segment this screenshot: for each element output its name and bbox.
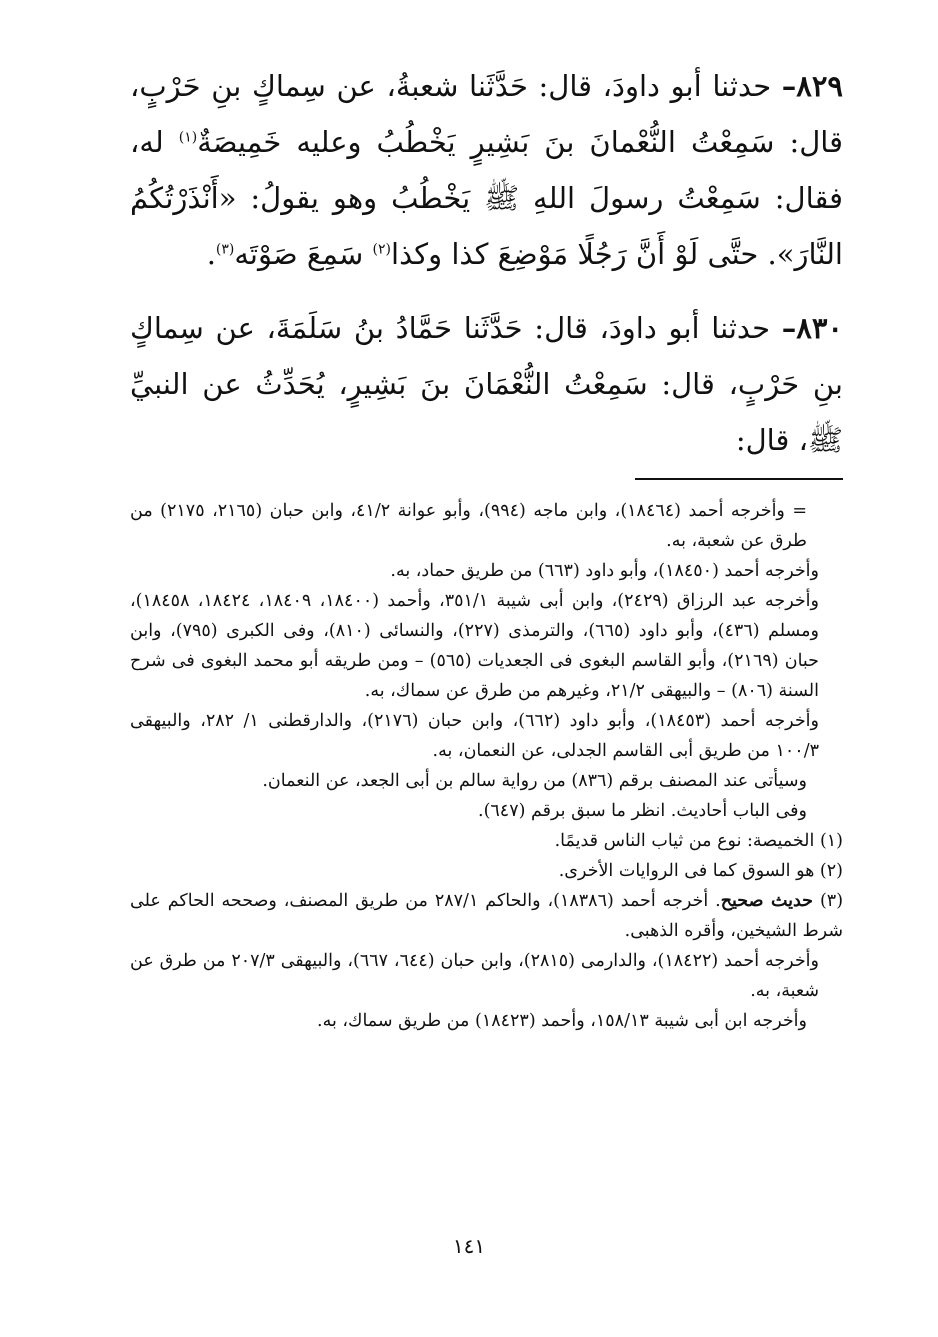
footnote-1: (١) الخميصة: نوع من ثياب الناس قديمًا.	[554, 831, 843, 851]
hadith-text: حدثنا أبو داودَ، قال: حَدَّثَنا حَمَّادُ بنُ سَلَمَةَ، عن سِماكٍ بنِ حَرْبٍ، قال: سَمِعْتُ النُّعْمَانَ بنَ بَشِيرٍ، يُحَدِّثُ عن النبيِّ ﷺ، قال:	[130, 311, 843, 457]
footnote-marker: (٢)	[372, 241, 392, 258]
page-number: ١٤١	[452, 1234, 486, 1258]
hadith-text: حدثنا أبو داودَ، قال: حَدَّثَنا شعبةُ، عن سِماكٍ بنِ حَرْبٍ، قال: سَمِعْتُ النُّعْمانَ بنَ بَشِيرٍ يَخْطُبُ وعليه خَمِيصَةٌ	[130, 69, 844, 159]
footnotes	[130, 496, 843, 1036]
hadith-830	[130, 300, 843, 468]
footnote-paragraph: وفى الباب أحاديث. انظر ما سبق برقم (٦٤٧).	[478, 801, 807, 821]
footnote-paragraph: وأخرجه ابن أبى شيبة ١٥٨/١٣، وأحمد (١٨٤٢٣) من طريق سماك، به.	[317, 1011, 807, 1031]
footnote-divider	[635, 478, 843, 480]
footnote-label: (٣)	[813, 891, 844, 911]
hadith-number: ٨٢٩–	[781, 69, 843, 103]
hadith-829	[130, 58, 843, 282]
footnote-paragraph: وأخرجه أحمد (١٨٤٢٢)، والدارمى (٢٨١٥)، وابن حبان (٦٤٤، ٦٦٧)، والبيهقى ٢٠٧/٣ من طرق عن شعبة، به.	[130, 951, 819, 1001]
footnote-marker: (٣)	[215, 241, 235, 258]
footnote-3	[130, 886, 843, 946]
hadith-text: له، فقال: سَمِعْتُ رسولَ اللهِ ﷺ يَخْطُبُ وهو يقولُ: «أَنْذَرْتُكُمُ النَّارَ». حتَّى لَوْ أَنَّ رَجُلًا مَوْضِعَ كذا وكذا	[130, 125, 843, 271]
footnote-paragraph: وأخرجه عبد الرزاق (٢٤٢٩)، وابن أبى شيبة ٣٥١/١، وأحمد (١٨٤٠٠، ١٨٤٠٩، ١٨٤٢٤، ١٨٤٥٨)، ومسلم (٤٣٦)، وأبو داود (٦٦٥)، والترمذى (٢٢٧)، والنسائى (٨١٠)، وفى الكبرى (٧٩٥)، وابن حبان (٢١٦٩)، وأبو القاسم البغوى فى الجعديات (٥٦٥) – ومن طريقه أبو محمد البغوى فى شرح السنة (٨٠٦) – والبيهقى ٢١/٢، وغيرهم من طرق عن سماك، به.	[130, 591, 819, 701]
footnote-paragraph: وأخرجه أحمد (١٨٤٥٠)، وأبو داود (٦٦٣) من طريق حماد، به.	[390, 561, 819, 581]
footnote-text: . أخرجه أحمد (١٨٣٨٦)، والحاكم ٢٨٧/١ من طريق المصنف، وصححه الحاكم على شرط الشيخين، وأقره الذهبى.	[130, 891, 843, 941]
hadith-text: سَمِعَ صَوْتَه	[234, 237, 373, 271]
footnote-paragraph: وسيأتى عند المصنف برقم (٨٣٦) من رواية سالم بن أبى الجعد، عن النعمان.	[262, 771, 807, 791]
hadith-number: ٨٣٠–	[781, 311, 843, 345]
footnote-paragraph: = وأخرجه أحمد (١٨٤٦٤)، وابن ماجه (٩٩٤)، وأبو عوانة ٤١/٢، وابن حبان (٢١٦٥، ٢١٧٥) من طرق عن شعبة، به.	[130, 501, 808, 551]
grading-label: حديث صحيح	[720, 891, 813, 911]
footnote-paragraph: وأخرجه أحمد (١٨٤٥٣)، وأبو داود (٦٦٢)، وابن حبان (٢١٧٦)، والدارقطنى ١/ ٢٨٢، والبيهقى ١٠٠/٣ من طريق أبى القاسم الجدلى، عن النعمان، به.	[130, 711, 819, 761]
footnote-2: (٢) هو السوق كما فى الروايات الأخرى.	[558, 861, 843, 881]
hadith-text: .	[206, 237, 216, 271]
footnote-marker: (١)	[178, 129, 198, 146]
